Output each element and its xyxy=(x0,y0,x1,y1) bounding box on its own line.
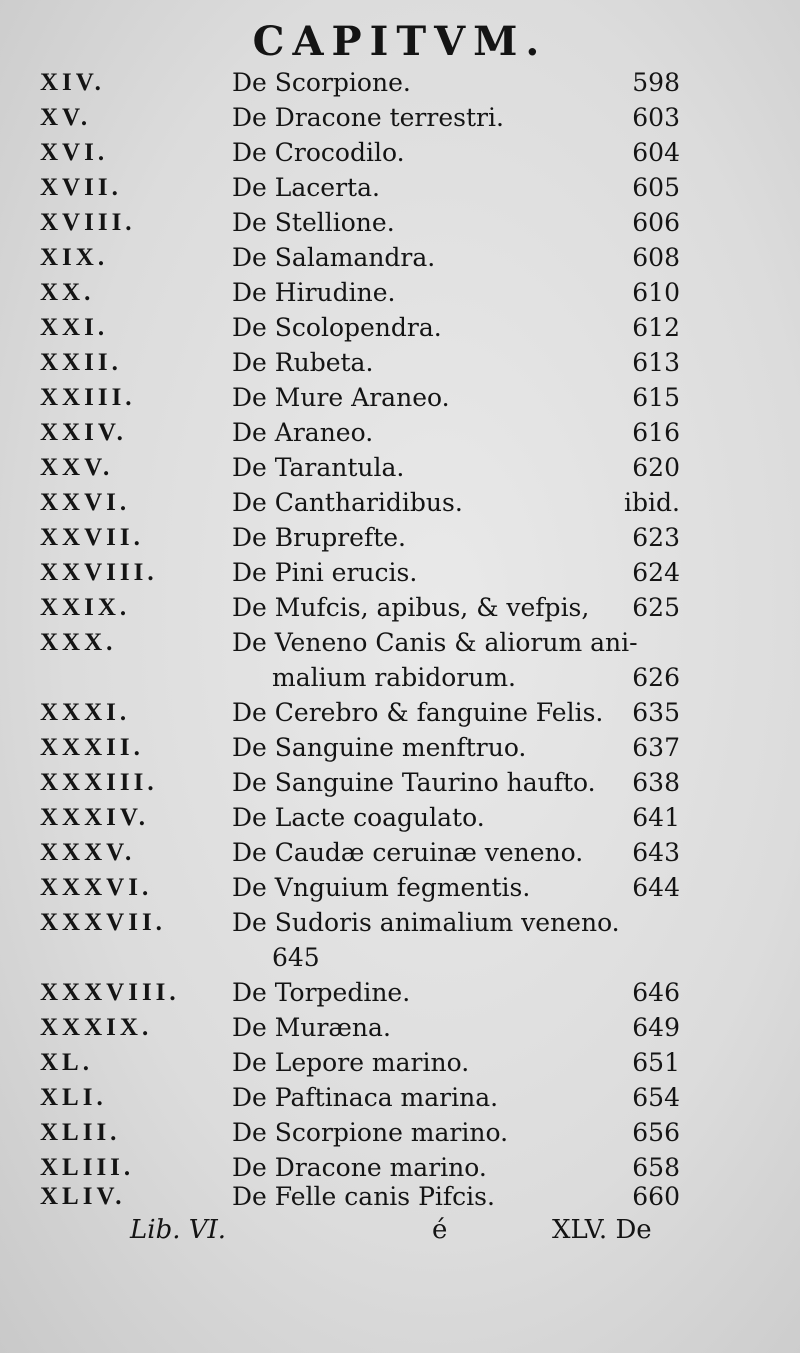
chapter-title: De Pini erucis. xyxy=(232,558,418,587)
chapter-title: De Mure Araneo. xyxy=(232,383,450,412)
chapter-number: XIV. xyxy=(40,69,105,96)
toc-entry xyxy=(40,591,680,625)
toc-entry xyxy=(40,626,680,660)
chapter-title: De Rubeta. xyxy=(232,348,374,377)
toc-entry xyxy=(40,171,680,205)
chapter-title: De Cerebro & fanguine Felis. xyxy=(232,698,604,727)
chapter-number: XLIII. xyxy=(40,1154,135,1181)
chapter-title: De Lepore marino. xyxy=(232,1048,470,1077)
chapter-title: De Bruprefte. xyxy=(232,523,406,552)
toc-entry xyxy=(40,486,680,520)
page-number: 603 xyxy=(632,103,680,132)
chapter-number: XX. xyxy=(40,279,95,306)
page-number: 660 xyxy=(632,1182,680,1211)
chapter-title: De Lacerta. xyxy=(232,173,380,202)
chapter-number: XXXVIII. xyxy=(40,979,180,1006)
chapter-title: De Vnguium fegmentis. xyxy=(232,873,531,902)
page-number: 606 xyxy=(632,208,680,237)
page-number: 626 xyxy=(632,663,680,692)
catchword: XLV. De xyxy=(552,1215,652,1245)
chapter-title: De Paftinaca marina. xyxy=(232,1083,499,1112)
page-number: 605 xyxy=(632,173,680,202)
chapter-title: De Lacte coagulato. xyxy=(232,803,485,832)
chapter-title: De Tarantula. xyxy=(232,453,405,482)
toc-entry xyxy=(40,416,680,450)
toc-entry xyxy=(40,451,680,485)
chapter-title: De Araneo. xyxy=(232,418,374,447)
chapter-title: De Veneno Canis & aliorum ani- xyxy=(232,628,638,657)
toc-entry xyxy=(40,521,680,555)
chapter-number: XXXIX. xyxy=(40,1014,153,1041)
toc-entry xyxy=(40,976,680,1010)
page-number: 610 xyxy=(632,278,680,307)
chapter-number: XXVI. xyxy=(40,489,131,516)
chapter-number: XXXIII. xyxy=(40,769,158,796)
page-footer xyxy=(0,1215,800,1255)
chapter-number: XV. xyxy=(40,104,92,131)
chapter-title: De Crocodilo. xyxy=(232,138,405,167)
chapter-number: XL. xyxy=(40,1049,93,1076)
chapter-title: De Muræna. xyxy=(232,1013,391,1042)
page-number: 637 xyxy=(632,733,680,762)
page-number: ibid. xyxy=(624,488,680,517)
page-number: 604 xyxy=(632,138,680,167)
chapter-number: XLI. xyxy=(40,1084,107,1111)
page-number: 615 xyxy=(632,383,680,412)
page-number: 608 xyxy=(632,243,680,272)
toc-entry xyxy=(40,1180,680,1214)
toc-entry xyxy=(40,906,680,940)
toc-entry xyxy=(40,556,680,590)
toc-entry xyxy=(40,241,680,275)
book-reference: Lib. VI. xyxy=(130,1215,227,1245)
chapter-number: XXXVII. xyxy=(40,909,166,936)
chapter-number: XXXVI. xyxy=(40,874,153,901)
chapter-number: XXXII. xyxy=(40,734,144,761)
chapter-number: XVIII. xyxy=(40,209,136,236)
page-number: 625 xyxy=(632,593,680,622)
toc-entry xyxy=(40,871,680,905)
chapter-title: De Scorpione marino. xyxy=(232,1118,509,1147)
chapter-number: XXIV. xyxy=(40,419,127,446)
toc-entry xyxy=(40,766,680,800)
chapter-title: De Torpedine. xyxy=(232,978,411,1007)
page-number: 646 xyxy=(632,978,680,1007)
chapter-title: De Felle canis Pifcis. xyxy=(232,1182,495,1211)
chapter-number: XXXI. xyxy=(40,699,131,726)
toc-entry xyxy=(40,101,680,135)
chapter-number: XXIX. xyxy=(40,594,131,621)
chapter-number: XIX. xyxy=(40,244,109,271)
toc-entry xyxy=(40,836,680,870)
page-number: 613 xyxy=(632,348,680,377)
toc-entry xyxy=(40,1011,680,1045)
page-number: 612 xyxy=(632,313,680,342)
page-number: 656 xyxy=(632,1118,680,1147)
chapter-title: De Dracone marino. xyxy=(232,1153,487,1182)
chapter-title: De Stellione. xyxy=(232,208,395,237)
toc-entry xyxy=(40,66,680,100)
chapter-number: XXIII. xyxy=(40,384,136,411)
toc-entry xyxy=(40,801,680,835)
chapter-number: XXX. xyxy=(40,629,117,656)
chapter-title: De Salamandra. xyxy=(232,243,436,272)
chapter-number: XXII. xyxy=(40,349,122,376)
page-number: 623 xyxy=(632,523,680,552)
toc-entry xyxy=(40,276,680,310)
page-number: 658 xyxy=(632,1153,680,1182)
chapter-title: De Scolopendra. xyxy=(232,313,442,342)
toc-entry xyxy=(40,1081,680,1115)
page-number: 654 xyxy=(632,1083,680,1112)
page-number: 598 xyxy=(632,68,680,97)
toc-entry xyxy=(40,696,680,730)
chapter-title: De Dracone terrestri. xyxy=(232,103,504,132)
page-number: 616 xyxy=(632,418,680,447)
chapter-title: 645 xyxy=(272,943,320,972)
toc-entry xyxy=(40,136,680,170)
chapter-number: XXVII. xyxy=(40,524,144,551)
chapter-number: XLIV. xyxy=(40,1183,126,1210)
chapter-number: XLII. xyxy=(40,1119,121,1146)
toc-entry-continuation xyxy=(40,941,680,975)
toc-entry xyxy=(40,381,680,415)
page-number: 638 xyxy=(632,768,680,797)
chapter-number: XXXIV. xyxy=(40,804,149,831)
page-number: 643 xyxy=(632,838,680,867)
chapter-title: De Scorpione. xyxy=(232,68,411,97)
chapter-number: XXV. xyxy=(40,454,114,481)
page-header: CAPITVM. xyxy=(252,18,548,65)
page-number: 641 xyxy=(632,803,680,832)
toc-entry xyxy=(40,206,680,240)
page-number: 644 xyxy=(632,873,680,902)
chapter-number: XXI. xyxy=(40,314,109,341)
signature-mark: é xyxy=(432,1215,448,1245)
toc-entry-continuation xyxy=(40,661,680,695)
chapter-title: De Sudoris animalium veneno. xyxy=(232,908,620,937)
page-number: 649 xyxy=(632,1013,680,1042)
chapter-number: XXXV. xyxy=(40,839,136,866)
toc-entry xyxy=(40,346,680,380)
chapter-number: XVII. xyxy=(40,174,122,201)
chapter-title: De Cantharidibus. xyxy=(232,488,463,517)
chapter-title: De Sanguine menftruo. xyxy=(232,733,527,762)
toc-entry xyxy=(40,1116,680,1150)
toc-entry xyxy=(40,311,680,345)
toc-entry xyxy=(40,1046,680,1080)
chapter-title: De Caudæ ceruinæ veneno. xyxy=(232,838,584,867)
chapter-number: XXVIII. xyxy=(40,559,158,586)
chapter-title: De Mufcis, apibus, & vefpis, xyxy=(232,593,590,622)
page-number: 651 xyxy=(632,1048,680,1077)
toc-entry xyxy=(40,731,680,765)
page-number: 624 xyxy=(632,558,680,587)
page-number: 635 xyxy=(632,698,680,727)
chapter-title: De Hirudine. xyxy=(232,278,396,307)
chapter-title: De Sanguine Taurino haufto. xyxy=(232,768,596,797)
chapter-number: XVI. xyxy=(40,139,109,166)
page-number: 620 xyxy=(632,453,680,482)
chapter-title: malium rabidorum. xyxy=(272,663,516,692)
